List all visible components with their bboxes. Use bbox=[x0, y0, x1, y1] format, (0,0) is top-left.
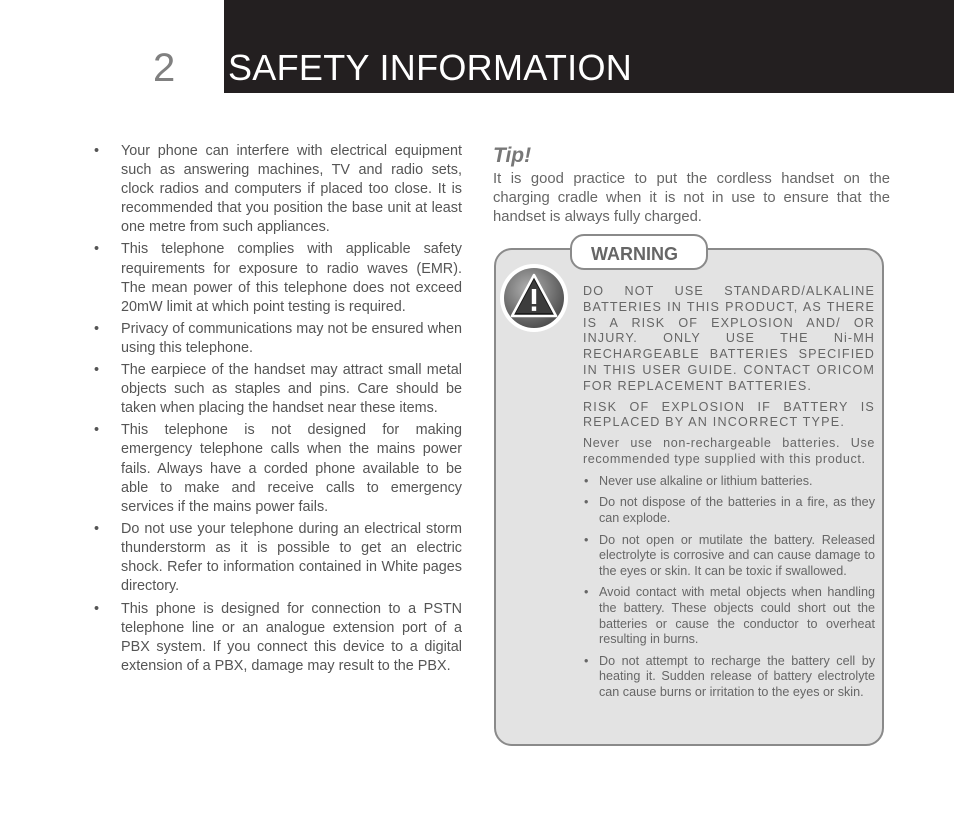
list-item bbox=[94, 520, 462, 596]
warning-bullet-list bbox=[583, 474, 875, 701]
bullet-icon: • bbox=[94, 241, 100, 258]
page-title: SAFETY INFORMATION bbox=[228, 47, 633, 88]
list-item-text: Your phone can interfere with electrical equipment such as answering machines, TV and radio sets, clock radios and computers if placed too close. It is recommended that you position the base unit at least one metre from such appliances. bbox=[121, 143, 462, 236]
chapter-number: 2 bbox=[153, 46, 176, 90]
bullet-icon: • bbox=[94, 362, 100, 379]
bullet-icon: • bbox=[584, 473, 589, 488]
bullet-icon: • bbox=[94, 320, 100, 337]
list-item bbox=[94, 361, 462, 418]
list-item bbox=[94, 600, 462, 676]
list-item-text: Do not dispose of the batteries in a fire, as they can explode. bbox=[599, 495, 875, 525]
bullet-icon: • bbox=[584, 495, 589, 510]
list-item-text: Avoid contact with metal objects when handling the battery. These objects could short out the batteries or cause the conductor to overheat resulting in burns. bbox=[599, 585, 875, 647]
list-item-text: This telephone complies with applicable safety requirements for exposure to radio waves (EMR). The mean power of this telephone does not exceed 20mW limit at which point testing is required. bbox=[121, 241, 462, 315]
bullet-icon: • bbox=[94, 601, 100, 618]
bullet-icon: • bbox=[584, 653, 589, 668]
list-item bbox=[583, 474, 875, 490]
list-item bbox=[583, 533, 875, 580]
bullet-icon: • bbox=[584, 532, 589, 547]
list-item-text: Do not attempt to recharge the battery cell by heating it. Sudden release of battery electrolyte can cause burns or irritation to the eyes or skin. bbox=[599, 653, 875, 699]
list-item-text: The earpiece of the handset may attract small metal objects such as staples and pins. Care should be taken when placing the handset near these items. bbox=[121, 362, 462, 417]
bullet-icon: • bbox=[584, 585, 589, 600]
tip-title: Tip! bbox=[493, 144, 532, 167]
list-item bbox=[94, 320, 462, 358]
list-item-text: This telephone is not designed for making emergency telephone calls when the mains power fails. Always have a corded phone available to be able to make and receive calls to emergency services if the mains power fails. bbox=[121, 422, 462, 515]
warning-label: WARNING bbox=[591, 244, 678, 264]
bullet-icon: • bbox=[94, 143, 100, 159]
list-item bbox=[94, 240, 462, 316]
list-item-text: Never use alkaline or lithium batteries. bbox=[599, 473, 813, 488]
list-item bbox=[94, 421, 462, 516]
warning-body bbox=[583, 284, 875, 706]
list-item-text: Privacy of communications may not be ensured when using this telephone. bbox=[121, 320, 462, 356]
warning-paragraph: DO NOT USE STANDARD/ALKALINE BATTERIES IN THIS PRODUCT, AS THERE IS A RISK OF EXPLOSION AND/ OR INJURY. ONLY USE THE Ni-MH RECHARGEABLE BATTERIES SPECIFIED IN THIS USER GUIDE. CONTACT ORICOM FOR REPLACEMENT BATTERIES. bbox=[583, 284, 875, 393]
list-item-text: This phone is designed for connection to a PSTN telephone line or an analogue extension port of a PBX system. If you connect this device to a digital extension of a PBX, damage may result to the PBX. bbox=[121, 601, 462, 675]
bullet-icon: • bbox=[94, 520, 100, 537]
list-item bbox=[94, 142, 462, 237]
warning-paragraph: Never use non-rechargeable batteries. Use recommended type supplied with this product. bbox=[583, 436, 875, 466]
list-item bbox=[583, 654, 875, 701]
list-item bbox=[583, 585, 875, 647]
warning-paragraph: RISK OF EXPLOSION IF BATTERY IS REPLACED BY AN INCORRECT TYPE. bbox=[583, 399, 875, 430]
warning-triangle-icon bbox=[498, 262, 570, 334]
list-item bbox=[583, 495, 875, 526]
bullet-icon: • bbox=[94, 422, 100, 439]
list-item-text: Do not open or mutilate the battery. Released electrolyte is corrosive and can cause damage to the eyes or skin. It can be toxic if swallowed. bbox=[599, 532, 875, 578]
list-item-text: Do not use your telephone during an electrical storm thunderstorm as it is possible to get an electric shock. Refer to information contained in White pages directory. bbox=[121, 520, 462, 595]
tip-text: It is good practice to put the cordless handset on the charging cradle when it is not in use to ensure that the handset is always fully charged. bbox=[493, 171, 890, 226]
safety-bullet-list bbox=[94, 142, 462, 680]
